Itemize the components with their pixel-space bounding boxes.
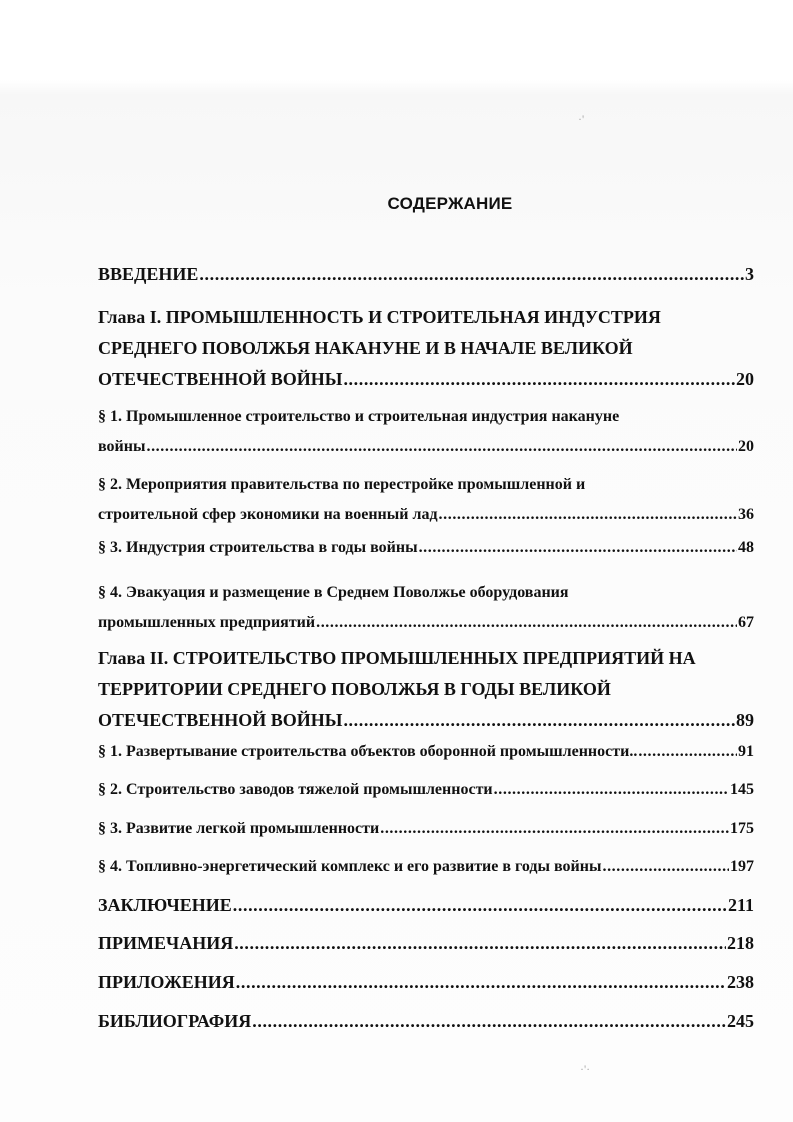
toc-entry-title-line: § 1. Промышленное строительство и строительная индустрия накануне: [98, 408, 620, 425]
page-title: СОДЕРЖАНИЕ: [387, 194, 513, 213]
toc-page-number: 145: [730, 781, 754, 798]
toc-entry-title: § 3. Индустрия строительства в годы войны: [98, 539, 418, 556]
toc-entry-ch1-section-4[interactable]: [98, 578, 754, 638]
toc-line: [98, 1011, 754, 1032]
dot-leader: [316, 608, 737, 638]
toc-entry-title-line: Глава II. СТРОИТЕЛЬСТВО ПРОМЫШЛЕННЫХ ПРЕДПРИЯТИЙ НА: [98, 648, 696, 668]
toc-entry-title: ПРИЛОЖЕНИЯ: [98, 972, 235, 992]
toc-entry-title-line: § 2. Мероприятия правительства по перестройке промышленной и: [98, 476, 586, 493]
toc-entry-title: ВВЕДЕНИЕ: [98, 264, 199, 284]
toc-page-number: 197: [730, 858, 754, 875]
toc-entry-title: войны: [98, 438, 146, 455]
toc-line: [98, 972, 754, 993]
toc-page-number: 20: [738, 438, 754, 455]
toc-page-number: 91: [738, 743, 754, 760]
toc-entry-title: ОТЕЧЕСТВЕННОЙ ВОЙНЫ: [98, 369, 343, 389]
toc-page-number: 175: [730, 820, 754, 837]
toc-line: [98, 500, 754, 530]
toc-line: [98, 264, 754, 285]
toc-page-number: 238: [727, 972, 754, 992]
toc-entry-ch1-section-1[interactable]: [98, 402, 754, 462]
toc-line: [98, 933, 754, 954]
toc-entry-bibliography[interactable]: [98, 1011, 754, 1032]
dot-leader: [380, 820, 729, 838]
toc-entry-chapter-1[interactable]: [98, 302, 754, 395]
toc-page-number: 48: [738, 539, 754, 556]
toc-entry-title: ОТЕЧЕСТВЕННОЙ ВОЙНЫ: [98, 710, 343, 730]
toc-line: [98, 608, 754, 638]
toc-entry-ch1-section-3[interactable]: [98, 539, 754, 557]
toc-entry-title: § 2. Строительство заводов тяжелой промышленности: [98, 781, 493, 798]
toc-page-number: 3: [745, 264, 754, 284]
dot-leader: [602, 858, 729, 876]
toc-entry-title-line: § 4. Эвакуация и размещение в Среднем Поволжье оборудования: [98, 584, 569, 601]
dot-leader: [343, 705, 735, 736]
dot-leader: [494, 781, 729, 799]
toc-page-number: 245: [727, 1011, 754, 1031]
toc-entry-title-line: СРЕДНЕГО ПОВОЛЖЬЯ НАКАНУНЕ И В НАЧАЛЕ ВЕЛИКОЙ: [98, 338, 633, 358]
dot-leader: [439, 500, 737, 530]
scan-speck: ·'·: [580, 1062, 591, 1076]
dot-leader: [234, 933, 726, 954]
toc-entry-title: § 3. Развитие легкой промышленности: [98, 820, 380, 837]
toc-entry-title: ПРИМЕЧАНИЯ: [98, 933, 234, 953]
toc-entry-title: § 4. Топливно-энергетический комплекс и его развитие в годы войны: [98, 858, 602, 875]
scan-speck: ·': [578, 112, 585, 126]
dot-leader: [419, 539, 737, 557]
toc-entry-title: промышленных предприятий: [98, 614, 316, 631]
toc-line: [98, 432, 754, 462]
toc-line: [98, 364, 754, 395]
toc-page-number: 89: [736, 710, 754, 730]
toc-line: [98, 858, 754, 876]
toc-entry-title: § 1. Развертывание строительства объектов оборонной промышленности..: [98, 743, 638, 760]
toc-entry-chapter-2[interactable]: [98, 643, 754, 736]
toc-entry-ch2-section-4[interactable]: [98, 858, 754, 876]
dot-leader: [638, 743, 737, 761]
dot-leader: [343, 364, 735, 395]
toc-entry-title-line: Глава I. ПРОМЫШЛЕННОСТЬ И СТРОИТЕЛЬНАЯ ИНДУСТРИЯ: [98, 307, 661, 327]
toc-entry-appendices[interactable]: [98, 972, 754, 993]
toc-line: [98, 705, 754, 736]
dot-leader: [252, 1011, 726, 1032]
toc-entry-title: строительной сфер экономики на военный лад: [98, 506, 438, 523]
dot-leader: [146, 432, 737, 462]
toc-page-number: 218: [727, 933, 754, 953]
toc-line: [98, 539, 754, 557]
toc-entry-ch2-section-2[interactable]: [98, 781, 754, 799]
toc-line: [98, 820, 754, 838]
toc-entry-ch1-section-2[interactable]: [98, 470, 754, 530]
toc-entry-notes[interactable]: [98, 933, 754, 954]
toc-page-number: 67: [738, 614, 754, 631]
dot-leader: [233, 895, 727, 916]
toc-line: [98, 743, 754, 761]
toc-line: [98, 895, 754, 916]
toc-page-number: 36: [738, 506, 754, 523]
toc-entry-ch2-section-1[interactable]: [98, 743, 754, 761]
dot-leader: [199, 264, 744, 285]
toc-entry-introduction[interactable]: [98, 264, 754, 285]
toc-page-number: 20: [736, 369, 754, 389]
toc-entry-title-line: ТЕРРИТОРИИ СРЕДНЕГО ПОВОЛЖЬЯ В ГОДЫ ВЕЛИКОЙ: [98, 679, 611, 699]
toc-entry-ch2-section-3[interactable]: [98, 820, 754, 838]
toc-page-number: 211: [727, 895, 754, 915]
dot-leader: [236, 972, 726, 993]
toc-entry-title: ЗАКЛЮЧЕНИЕ: [98, 895, 232, 915]
toc-entry-conclusion[interactable]: [98, 895, 754, 916]
toc-entry-title: БИБЛИОГРАФИЯ: [98, 1011, 252, 1031]
toc-line: [98, 781, 754, 799]
